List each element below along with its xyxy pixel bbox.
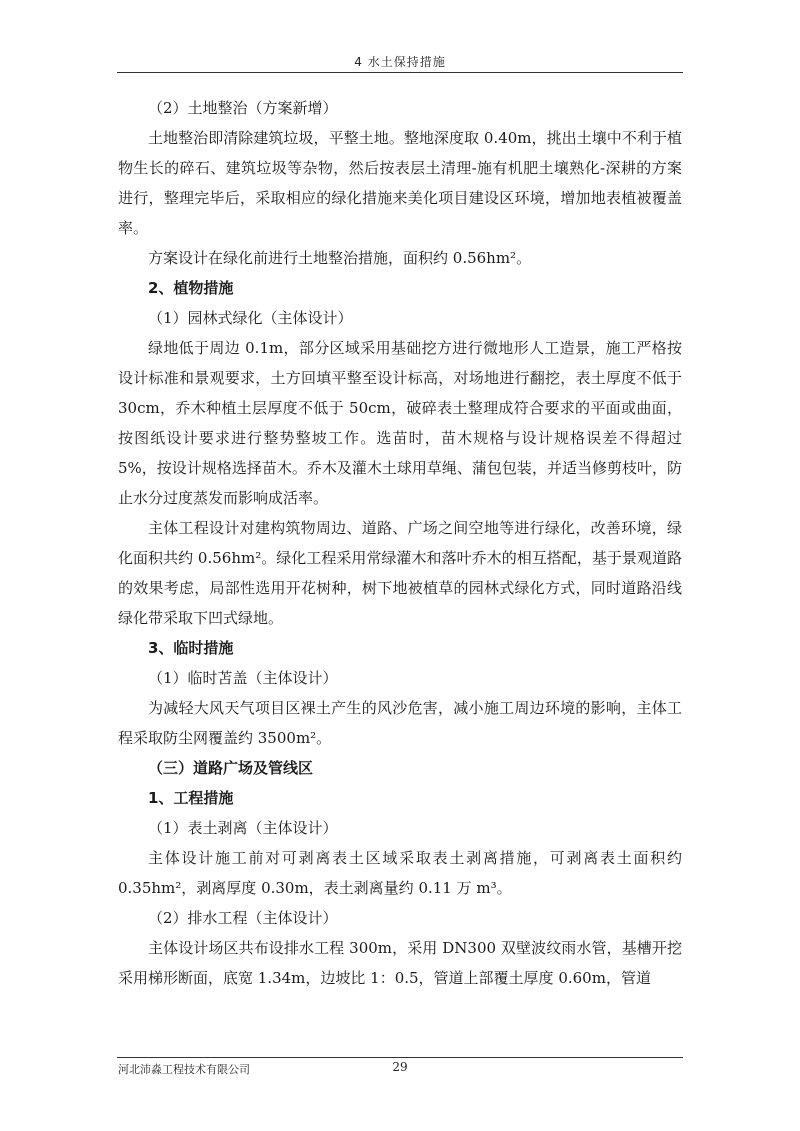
subsection-heading: （1）园林式绿化（主体设计） xyxy=(148,309,353,327)
body-paragraph: 方案设计在绿化前进行土地整治措施，面积约 0.56hm²。 xyxy=(148,249,532,267)
section-heading: 2、植物措施 xyxy=(148,279,234,297)
document-body xyxy=(118,93,682,993)
body-paragraph: 为减轻大风天气项目区裸土产生的风沙危害，减小施工周边环境的影响，主体工程采取防尘网覆盖约 3500m²。 xyxy=(118,699,682,747)
subsection-heading: （1）表土剥离（主体设计） xyxy=(148,819,338,837)
footer-company-name: 河北沛淼工程技术有限公司 xyxy=(118,1063,250,1076)
footer-divider xyxy=(117,1057,683,1058)
subsection-heading: （2）土地整治（方案新增） xyxy=(148,99,338,117)
section-heading: 3、临时措施 xyxy=(148,639,234,657)
body-paragraph: 主体设计施工前对可剥离表土区域采取表土剥离措施，可剥离表土面积约 0.35hm²，剥离厚度 0.30m，表土剥离量约 0.11 万 m³。 xyxy=(118,849,682,897)
page-number: 29 xyxy=(392,1060,408,1074)
header-divider xyxy=(117,72,683,73)
subsection-heading: （1）临时苫盖（主体设计） xyxy=(148,669,338,687)
body-paragraph: 主体设计场区共布设排水工程 300m，采用 DN300 双壁波纹雨水管，基槽开挖采用梯形断面，底宽 1.34m，边坡比 1：0.5，管道上部覆土厚度 0.60m，管道 xyxy=(118,939,682,987)
section-heading: 1、工程措施 xyxy=(148,789,234,807)
body-paragraph: 主体工程设计对建构筑物周边、道路、广场之间空地等进行绿化，改善环境，绿化面积共约 0.56hm²。绿化工程采用常绿灌木和落叶乔木的相互搭配，基于景观道路的效果考虑，局部性选用开花树种，树下地被植草的园林式绿化方式，同时道路沿线绿化带采取下凹式绿地。 xyxy=(118,519,682,627)
section-heading: （三）道路广场及管线区 xyxy=(148,759,314,777)
body-paragraph: 绿地低于周边 0.1m，部分区域采用基础挖方进行微地形人工造景，施工严格按设计标准和景观要求，土方回填平整至设计标高，对场地进行翻挖，表土厚度不低于 30cm，乔木种植土层厚度不低于 50cm，破碎表土整理成符合要求的平面或曲面，按图纸设计要求进行整势整坡工作。选苗时，苗木规格与设计规格误差不得超过 5%，按设计规格选择苗木。乔木及灌木土球用草绳、蒲包包装，并适当修剪枝叶，防止水分过度蒸发而影响成活率。 xyxy=(118,339,682,507)
body-paragraph: 土地整治即清除建筑垃圾，平整土地。整地深度取 0.40m，挑出土壤中不利于植物生长的碎石、建筑垃圾等杂物，然后按表层土清理-施有机肥土壤熟化-深耕的方案进行，整理完毕后，采取相应的绿化措施来美化项目建设区环境，增加地表植被覆盖率。 xyxy=(118,129,682,237)
page-header-title: 4 水土保持措施 xyxy=(354,55,446,69)
subsection-heading: （2）排水工程（主体设计） xyxy=(148,909,338,927)
